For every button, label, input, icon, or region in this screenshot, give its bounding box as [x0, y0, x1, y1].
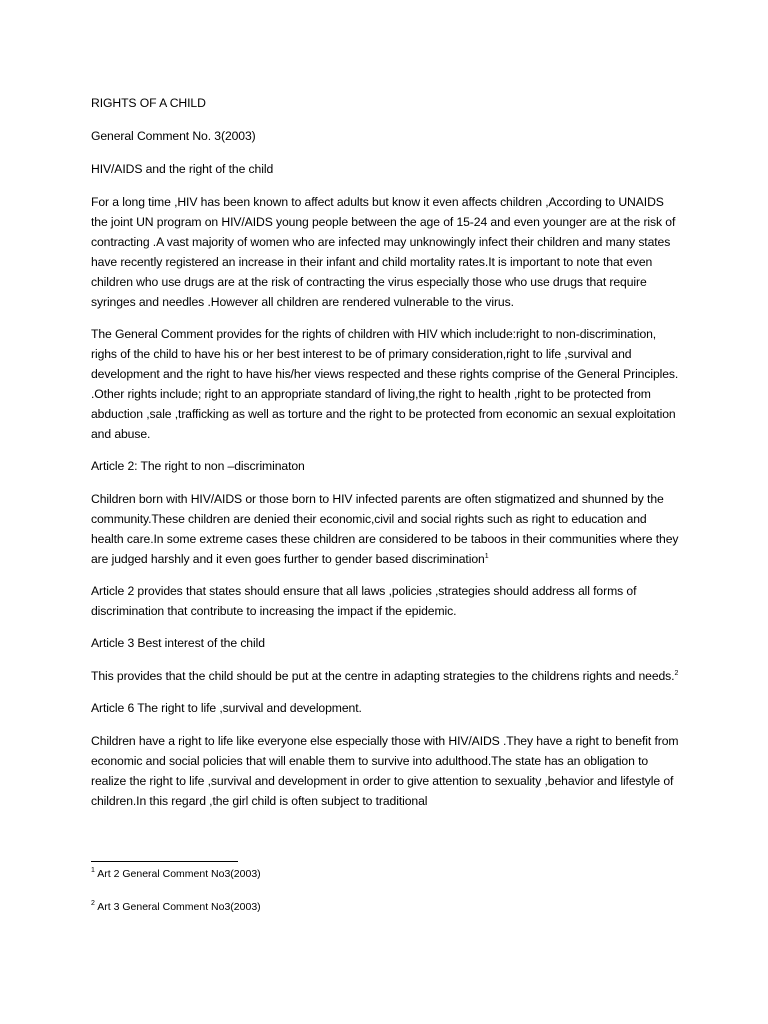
paragraph-intro: For a long time ,HIV has been known to affect adults but know it even affects children ,According to UNAIDS the joint UN program on HIV/AIDS young people between the age of 15-24 and even younger are at the risk of contracting .A vast majority of women who are infected may unknowingly infect their children and many states have recently registered an increase in their infant and child mortality rates.It is important to note that even children who use drugs are at the risk of contracting the virus especially those who use drugs that require syringes and needles .However all children are rendered vulnerable to the virus. [91, 195, 676, 309]
article2-paragraph-1 [91, 489, 681, 569]
article3-heading: Article 3 Best interest of the child [91, 636, 265, 650]
footnote-ref-1: 1 [484, 553, 489, 560]
footnote-ref-2: 2 [674, 670, 679, 677]
article3-paragraph [91, 666, 681, 686]
article6-paragraph: Children have a right to life like everyone else especially those with HIV/AIDS .They have a right to benefit from economic and social policies that will enable them to survive into adulthood.The state has an obligation to realize the right to life ,survival and development in order to give attention to sexuality ,behavior and lifestyle of children.In this regard ,the girl child is often subject to traditional [91, 734, 679, 808]
section-heading: HIV/AIDS and the right of the child [91, 162, 274, 176]
document-body [91, 93, 681, 823]
article3-paragraph-text: This provides that the child should be put at the centre in adapting strategies to the childrens rights and needs. [91, 669, 675, 683]
article2-heading: Article 2: The right to non –discriminaton [91, 459, 305, 473]
document-subtitle: General Comment No. 3(2003) [91, 129, 256, 143]
article6-heading: Article 6 The right to life ,survival and development. [91, 701, 362, 715]
footnote-number: 1 [91, 867, 95, 874]
footnote-number: 2 [91, 900, 95, 907]
footnotes [91, 866, 681, 932]
footnote-separator [91, 861, 238, 862]
footnote-text: Art 3 General Comment No3(2003) [97, 901, 261, 913]
document-title: RIGHTS OF A CHILD [91, 96, 206, 110]
footnote-item [91, 899, 681, 915]
article2-paragraph-2: Article 2 provides that states should ensure that all laws ,policies ,strategies should address all forms of discrimination that contribute to increasing the impact if the epidemic. [91, 584, 637, 618]
article2-paragraph-1-text: Children born with HIV/AIDS or those born to HIV infected parents are often stigmatized and shunned by the community.These children are denied their economic,civil and social rights such as right to education and health care.In some extreme cases these children are considered to be taboos in their communities where they are judged harshly and it even goes further to gender based discrimination [91, 492, 679, 566]
paragraph-general-comment: The General Comment provides for the rights of children with HIV which include:right to non-discrimination, righs of the child to have his or her best interest to be of primary consideration,right to life ,survival and development and the right to have his/her views respected and these rights comprise of the General Principles. .Other rights include; right to an appropriate standard of living,the right to health ,right to be protected from abduction ,sale ,trafficking as well as torture and the right to be protected from economic an sexual exploitation and abuse. [91, 327, 679, 441]
footnote-item [91, 866, 681, 882]
footnote-text: Art 2 General Comment No3(2003) [97, 868, 261, 880]
